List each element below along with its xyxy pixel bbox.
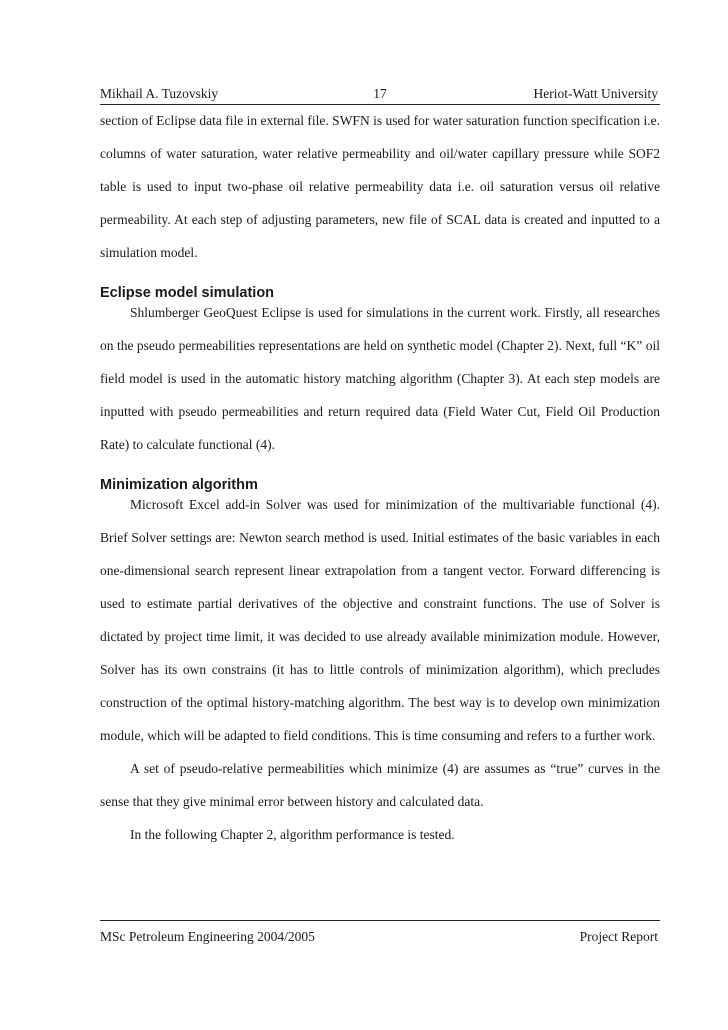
header-university: Heriot-Watt University (533, 86, 658, 101)
paragraph-scal-section: section of Eclipse data file in external file. SWFN is used for water saturation function specification i.e. columns of water saturation, water relative permeability and oil/water capillary pressure while SOF2 table is used to input two-phase oil relative permeability data i.e. oil saturation versus oil relative permeability. At each step of adjusting parameters, new file of SCAL data is created and inputted to a simulation model. (100, 113, 660, 260)
page-footer (100, 920, 660, 943)
header-author: Mikhail A. Tuzovskiy (100, 86, 219, 101)
heading-minimization-algorithm: Minimization algorithm (100, 477, 258, 493)
page-body (100, 104, 660, 851)
paragraph-eclipse-simulation: Shlumberger GeoQuest Eclipse is used for simulations in the current work. Firstly, all researches on the pseudo permeabilities representations are held on synthetic model (Chapter 2). Next, full “K” oil field model is used in the automatic history matching algorithm (Chapter 3). At each step models are inputted with pseudo permeabilities and return required data (Field Water Cut, Field Oil Production Rate) to calculate functional (4). (100, 305, 660, 452)
page-header (100, 86, 660, 105)
footer-course: MSc Petroleum Engineering 2004/2005 (100, 929, 315, 944)
header-page-number: 17 (373, 86, 387, 101)
footer-doc-type: Project Report (579, 929, 658, 944)
heading-eclipse-model-simulation: Eclipse model simulation (100, 285, 275, 301)
paragraph-solver-minimization: Microsoft Excel add-in Solver was used for minimization of the multivariable functional (4). Brief Solver settings are: Newton search method is used. Initial estimates of the basic variables in each one-dimensional search represent linear extrapolation from a tangent vector. Forward differencing is used to estimate partial derivatives of the objective and constraint functions. The use of Solver is dictated by project time limit, it was decided to use already available minimization module. However, Solver has its own constrains (it has to little controls of minimization algorithm), which precludes construction of the optimal history-matching algorithm. The best way is to develop own minimization module, which will be adapted to field conditions. This is time consuming and refers to a further work. (100, 497, 660, 743)
paragraph-following-chapter: In the following Chapter 2, algorithm performance is tested. (130, 827, 455, 842)
paragraph-true-curves: A set of pseudo-relative permeabilities which minimize (4) are assumes as “true” curves in the sense that they give minimal error between history and calculated data. (100, 761, 660, 809)
